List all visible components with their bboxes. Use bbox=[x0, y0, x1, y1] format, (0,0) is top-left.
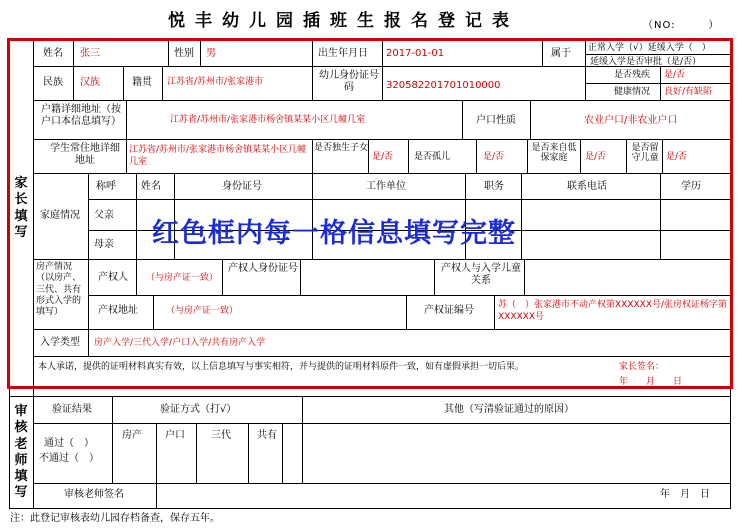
house-owner-value[interactable]: （与房产证一致） bbox=[146, 273, 219, 283]
house-relation-label: 产权人与入学儿童关系 bbox=[441, 263, 521, 286]
deferral-approval[interactable]: 延缓入学是否审批（是/否） bbox=[590, 57, 702, 67]
verify-result-label: 验证结果 bbox=[52, 404, 92, 415]
page-title: 悦丰幼儿园插班生报名登记表 bbox=[168, 11, 519, 31]
family-header-id: 身份证号 bbox=[222, 181, 262, 192]
parent-signature-label[interactable]: 家长签名： bbox=[619, 362, 665, 372]
footer-note: 注：此登记审核表幼儿园存档备查，保存五年。 bbox=[10, 513, 220, 524]
family-header-employer: 工作单位 bbox=[366, 181, 406, 192]
family-header-phone: 联系电话 bbox=[567, 181, 607, 192]
ethnic-label: 民族 bbox=[43, 77, 63, 88]
belong-label: 属于 bbox=[551, 48, 571, 59]
only-child-label: 是否独生子女 bbox=[314, 143, 369, 153]
child-id-label: 幼儿身份证号码 bbox=[319, 70, 379, 93]
side-label-teacher: 审核老师填写 bbox=[14, 404, 28, 501]
disabled-value[interactable]: 是/否 bbox=[664, 70, 686, 80]
dob-label: 出生年月日 bbox=[318, 48, 368, 59]
house-cert-value[interactable]: 苏（ ）张家港市不动产权第XXXXXX号/张房权证杨字第XXXXXX号 bbox=[498, 300, 728, 323]
left-behind-label: 是否留守儿童 bbox=[631, 143, 659, 164]
family-row-father: 父亲 bbox=[94, 210, 114, 221]
gender-value[interactable]: 男 bbox=[206, 48, 216, 59]
residence-address-value[interactable]: 江苏省/苏州市/张家港市杨舍镇某某小区几幢几室 bbox=[129, 145, 307, 167]
hukou-address-label: 户籍详细地址（按户口本信息填写） bbox=[41, 104, 121, 127]
family-header-position: 职务 bbox=[484, 181, 504, 192]
pledge-text: 本人承诺，提供的证明材料真实有效，以上信息填写与事实相符，并与提供的证明材料原件一致，如有虚假承担一切后果。 bbox=[38, 362, 525, 372]
child-id-value[interactable]: 320582201701010000 bbox=[386, 80, 501, 91]
family-row-mother: 母亲 bbox=[94, 239, 114, 250]
form-number: （NO: ） bbox=[643, 20, 720, 31]
pass-option[interactable]: 通过（ ） bbox=[44, 438, 94, 449]
house-section-label: 房产情况（以房产、三代、共有形式入学的填写） bbox=[36, 262, 82, 317]
hukou-address-value[interactable]: 江苏省/苏州市/张家港市杨舍镇某某小区几幢几室 bbox=[170, 115, 366, 125]
house-owner-id-label: 产权人身份证号 bbox=[228, 263, 298, 274]
health-label: 健康情况 bbox=[614, 87, 651, 97]
fail-option[interactable]: 不通过（ ） bbox=[39, 453, 99, 464]
native-place-label: 籍贯 bbox=[132, 77, 152, 88]
residence-address-label: 学生常住地详细地址 bbox=[50, 143, 120, 166]
house-address-value[interactable]: （与房产证一致） bbox=[166, 306, 239, 316]
enroll-status[interactable]: 正常入学（√）延缓入学（ ） bbox=[588, 43, 711, 53]
method-three-gen[interactable]: 三代 bbox=[211, 430, 231, 441]
low-income-label: 是否来自低保家庭 bbox=[531, 143, 577, 164]
hukou-type-value[interactable]: 农业户口/非农业户口 bbox=[584, 115, 678, 126]
entry-type-value[interactable]: 房产入学/三代入学/户口入学/共有房产入学 bbox=[94, 338, 266, 348]
family-section-label: 家庭情况 bbox=[40, 210, 80, 221]
hukou-type-label: 户口性质 bbox=[476, 115, 516, 126]
disabled-label: 是否残疾 bbox=[614, 70, 651, 80]
native-place-value[interactable]: 江苏省/苏州市/张家港市 bbox=[167, 77, 264, 87]
family-header-title: 称呼 bbox=[96, 181, 116, 192]
family-header-name: 姓名 bbox=[141, 181, 161, 192]
method-shared[interactable]: 共有 bbox=[257, 430, 277, 441]
left-behind-value[interactable]: 是/否 bbox=[666, 152, 688, 162]
gender-label: 性别 bbox=[174, 48, 194, 59]
health-value[interactable]: 良好/有缺陷 bbox=[664, 87, 713, 97]
instruction-overlay: 红色框内每一格信息填写完整 bbox=[152, 218, 516, 249]
entry-type-label: 入学类型 bbox=[40, 337, 80, 348]
house-cert-label: 产权证编号 bbox=[424, 305, 474, 316]
only-child-value[interactable]: 是/否 bbox=[372, 152, 394, 162]
teacher-signature-date[interactable]: 年 月 日 bbox=[660, 489, 710, 500]
low-income-value[interactable]: 是/否 bbox=[585, 152, 607, 162]
house-address-label: 产权地址 bbox=[98, 305, 138, 316]
name-label: 姓名 bbox=[43, 48, 63, 59]
side-label-parent: 家长填写 bbox=[14, 176, 28, 240]
method-hukou[interactable]: 户口 bbox=[165, 430, 185, 441]
verify-other-label: 其他（写清验证通过的原因） bbox=[444, 404, 574, 415]
house-owner-label: 产权人 bbox=[98, 272, 128, 283]
name-value[interactable]: 张三 bbox=[80, 48, 100, 59]
verify-method-label: 验证方式（打√） bbox=[160, 404, 237, 415]
parent-signature-date[interactable]: 年 月 日 bbox=[619, 377, 683, 387]
teacher-signature-label: 审核老师签名 bbox=[64, 489, 124, 500]
orphan-value[interactable]: 是/否 bbox=[483, 152, 505, 162]
ethnic-value[interactable]: 汉族 bbox=[80, 77, 100, 88]
method-house[interactable]: 房产 bbox=[122, 430, 142, 441]
orphan-label: 是否孤儿 bbox=[414, 152, 451, 162]
dob-value[interactable]: 2017-01-01 bbox=[386, 48, 445, 59]
family-header-education: 学历 bbox=[681, 181, 701, 192]
